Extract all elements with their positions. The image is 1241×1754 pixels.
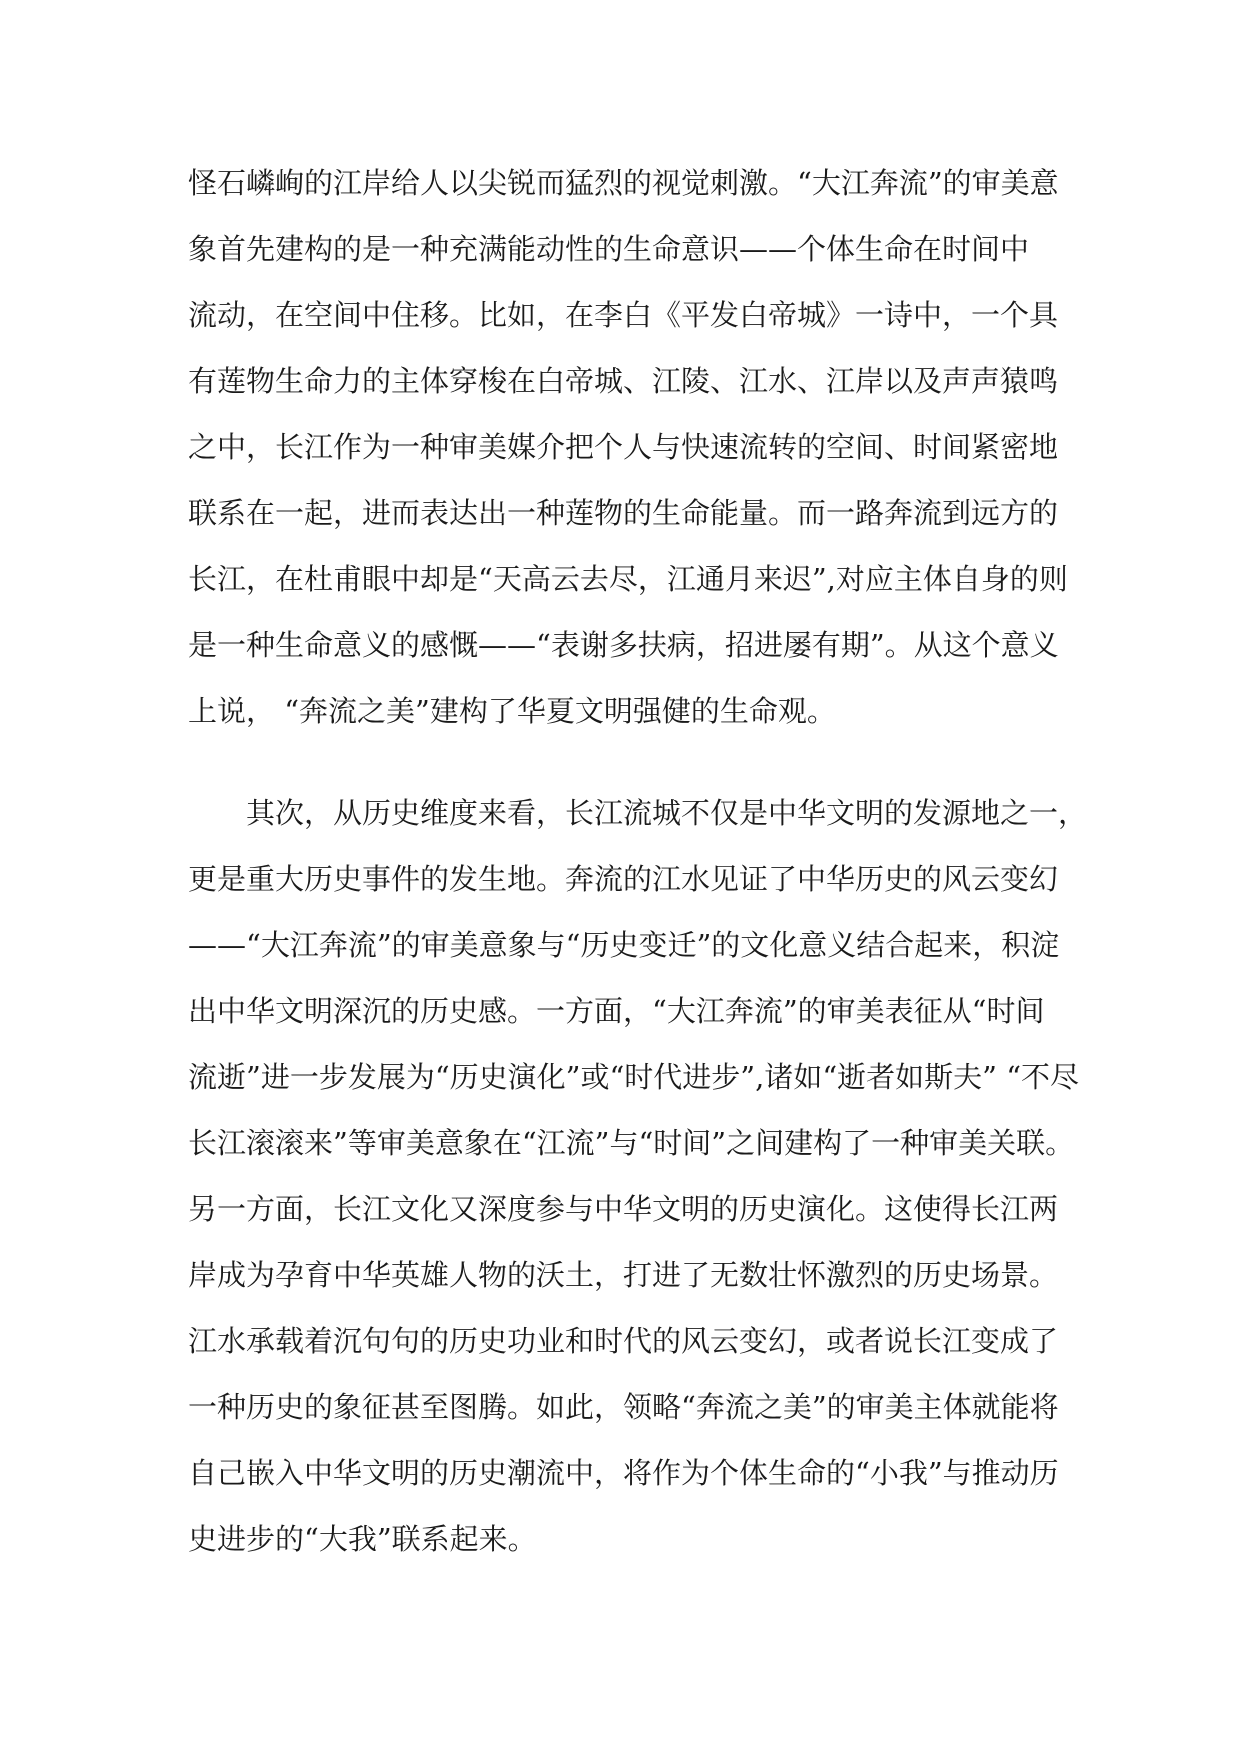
text-line: 出中华文明深沉的历史感。一方面，“大江奔流”的审美表征从“时间	[188, 994, 1045, 1028]
text-line: 流动，在空间中住移。比如，在李白《平发白帝城》一诗中，一个具	[188, 298, 1059, 332]
text-line: 更是重大历史事件的发生地。奔流的江水见证了中华历史的风云变幻	[188, 862, 1059, 896]
paragraph-historical-dimension	[188, 780, 1088, 1572]
text-line: 怪石嶙峋的江岸给人以尖锐而猛烈的视觉刺激。“大江奔流”的审美意	[188, 166, 1059, 200]
text-line: 上说， “奔流之美”建构了华夏文明强健的生命观。	[188, 694, 836, 728]
text-line: 流逝”进一步发展为“历史演化”或“时代进步”,诸如“逝者如斯夫” “不尽	[188, 1060, 1080, 1094]
text-line: 长江滚滚来”等审美意象在“江流”与“时间”之间建构了一种审美关联。	[188, 1126, 1075, 1160]
text-line: 有莲物生命力的主体穿梭在白帝城、江陵、江水、江岸以及声声猿鸣	[188, 364, 1059, 398]
text-line: 史进步的“大我”联系起来。	[188, 1522, 537, 1556]
text-line: 象首先建构的是一种充满能动性的生命意识——个体生命在时间中	[188, 232, 1030, 266]
text-line: 岸成为孕育中华英雄人物的沃土，打进了无数壮怀激烈的历史场景。	[188, 1258, 1059, 1292]
text-line: 江水承载着沉句句的历史功业和时代的风云变幻，或者说长江变成了	[188, 1324, 1059, 1358]
paragraph-life-consciousness	[188, 150, 1078, 744]
text-line: 之中，长江作为一种审美媒介把个人与快速流转的空间、时间紧密地	[188, 430, 1059, 464]
text-line: 长江，在杜甫眼中却是“天高云去尽，江通月来迟”,对应主体自身的则	[188, 562, 1068, 596]
text-line: 另一方面，长江文化又深度参与中华文明的历史演化。这使得长江两	[188, 1192, 1059, 1226]
text-line: 是一种生命意义的感慨——“表谢多扶病，招进屡有期”。从这个意义	[188, 628, 1059, 662]
text-line: 联系在一起，进而表达出一种莲物的生命能量。而一路奔流到远方的	[188, 496, 1059, 530]
text-line: 自己嵌入中华文明的历史潮流中，将作为个体生命的“小我”与推动历	[188, 1456, 1059, 1490]
text-line: 一种历史的象征甚至图腾。如此，领略“奔流之美”的审美主体就能将	[188, 1390, 1059, 1424]
text-line-indented: 其次，从历史维度来看，长江流城不仅是中华文明的发源地之一，	[246, 796, 1088, 830]
text-line: ——“大江奔流”的审美意象与“历史变迁”的文化意义结合起来，积淀	[188, 928, 1060, 962]
